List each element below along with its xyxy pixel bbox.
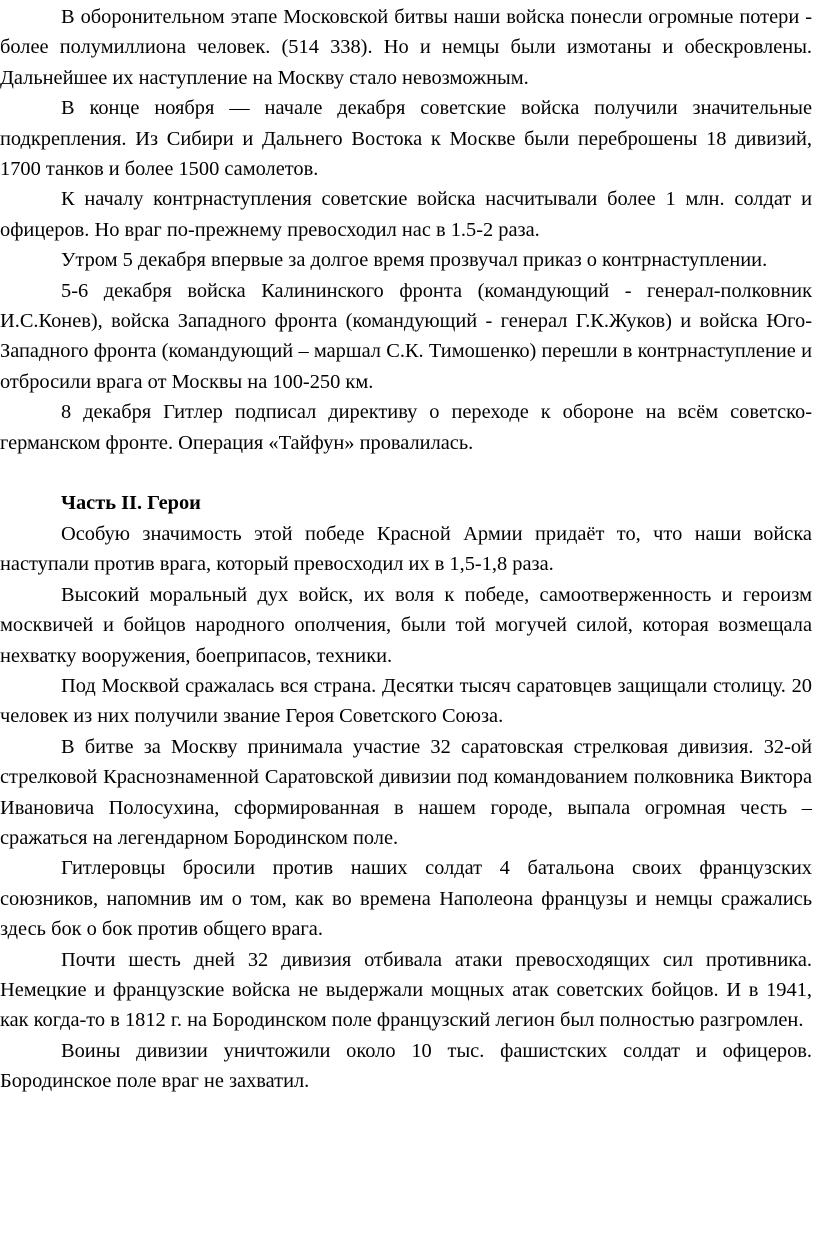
paragraph-morale: Высокий моральный дух войск, их воля к победе, самоотверженность и героизм москвичей и бойцов народного ополчения, были той могучей силой, которая возмещала нехватку вооружения, боеприпасов, техники. — [0, 583, 812, 667]
section-heading-heroes: Часть II. Герои — [61, 492, 201, 515]
paragraph-saratov-defenders: Под Москвой сражалась вся страна. Десятки тысяч саратовцев защищали столицу. 20 человек из них получили звание Героя Советского Союза. — [0, 674, 812, 728]
paragraph-defensive-stage: В оборонительном этапе Московской битвы наши войска понесли огромные потери - более полумиллиона человек. (514 338). Но и немцы были измотаны и обескровлены. Дальнейшее их наступление на Москву стало невозможным. — [0, 6, 812, 89]
paragraph-fronts-counteroffensive: 5-6 декабря войска Калининского фронта (командующий - генерал-полковник И.С.Конев), войска Западного фронта (командующий - генерал Г.К.Жуков) и войска Юго-Западного фронта (командующий – маршал С.К. Тимошенко) перешли в контрнаступление и отбросили врага от Москвы на 100-250 км. — [0, 279, 812, 393]
paragraph-counteroffensive-forces: К началу контрнаступления советские войска насчитывали более 1 млн. солдат и офицеров. Но враг по-прежнему превосходил нас в 1.5-2 раза. — [0, 188, 812, 241]
paragraph-december-5-order: Утром 5 декабря впервые за долгое время прозвучал приказ о контрнаступлении. — [61, 249, 768, 272]
paragraph-reinforcements: В конце ноября — начале декабря советские войска получили значительные подкрепления. Из Сибири и Дальнего Востока к Москве были переброшены 18 дивизий, 1700 танков и более 1500 самолетов. — [0, 97, 812, 181]
paragraph-french-battalions: Гитлеровцы бросили против наших солдат 4 батальона своих французских союзников, напомнив им о том, как во времена Наполеона французы и немцы сражались здесь бок о бок против общего врага. — [0, 857, 812, 941]
paragraph-32nd-division: В битве за Москву принимала участие 32 саратовская стрелковая дивизия. 32-ой стрелковой Краснознаменной Саратовской дивизии под командованием полковника Виктора Ивановича Полосухина, сформированная в нашем городе, выпала огромная честь – сражаться на легендарном Бородинском поле. — [0, 735, 812, 849]
paragraph-victory-significance: Особую значимость этой победе Красной Армии придаёт то, что наши войска наступали против врага, который превосходил их в 1,5-1,8 раза. — [0, 522, 812, 576]
paragraph-borodino-held: Воины дивизии уничтожили около 10 тыс. фашистских солдат и офицеров. Бородинское поле враг не захватил. — [0, 1039, 812, 1093]
paragraph-typhoon-failed: 8 декабря Гитлер подписал директиву о переходе к обороне на всём советско-германском фронте. Операция «Тайфун» провалилась. — [0, 401, 812, 454]
paragraph-six-days: Почти шесть дней 32 дивизия отбивала атаки превосходящих сил противника. Немецкие и французские войска не выдержали мощных атак советских бойцов. И в 1941, как когда-то в 1812 г. на Бородинском поле французский легион был полностью разгромлен. — [0, 948, 812, 1032]
